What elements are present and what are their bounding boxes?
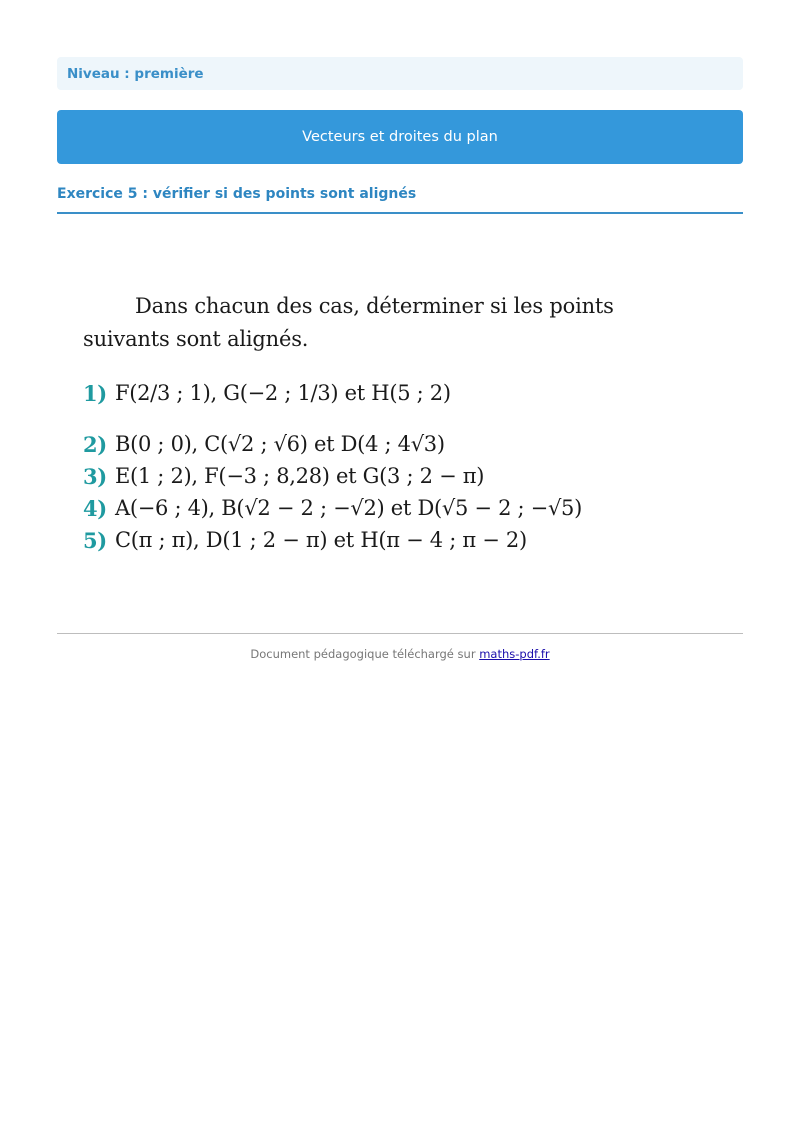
- item-expression: C(π ; π), D(1 ; 2 − π) et H(π − 4 ; π − 2): [114, 528, 527, 552]
- item-expression: B(0 ; 0), C(√2 ; √6) et D(4 ; 4√3): [114, 432, 445, 456]
- exercise-intro-text: Dans chacun des cas, déterminer si les points suivants sont alignés.: [83, 294, 614, 351]
- item-number: 2): [83, 431, 107, 457]
- item-expression: E(1 ; 2), F(−3 ; 8,28) et G(3 ; 2 − π): [114, 464, 485, 488]
- exercise-item-3: [83, 460, 623, 492]
- exercise-intro: [83, 290, 623, 356]
- footer-text: Document pédagogique téléchargé sur: [250, 647, 476, 661]
- item-number: 3): [83, 463, 107, 489]
- item-number: 5): [83, 527, 107, 553]
- footer: [0, 647, 800, 661]
- item-expression: A(−6 ; 4), B(√2 − 2 ; −√2) et D(√5 − 2 ; −√5): [114, 496, 582, 520]
- footer-link[interactable]: maths-pdf.fr: [479, 647, 550, 661]
- exercise-item-4: [83, 492, 623, 524]
- exercise-statement: [83, 290, 623, 560]
- exercise-item-5: [83, 524, 623, 556]
- level-label: Niveau : première: [67, 65, 204, 82]
- footer-divider: [57, 633, 743, 634]
- exercise-item-1: [83, 358, 623, 428]
- item-number: 1): [83, 380, 107, 406]
- item-number: 4): [83, 495, 107, 521]
- chapter-title-banner: [57, 110, 743, 164]
- item-expression: F(2/3 ; 1), G(−2 ; 1/3) et H(5 ; 2): [114, 381, 451, 405]
- exercise-item-2: [83, 428, 623, 460]
- exercise-divider: [57, 212, 743, 214]
- level-badge: [57, 57, 743, 90]
- chapter-title: Vecteurs et droites du plan: [302, 129, 498, 145]
- exercise-title: Exercice 5 : vérifier si des points sont alignés: [57, 186, 417, 202]
